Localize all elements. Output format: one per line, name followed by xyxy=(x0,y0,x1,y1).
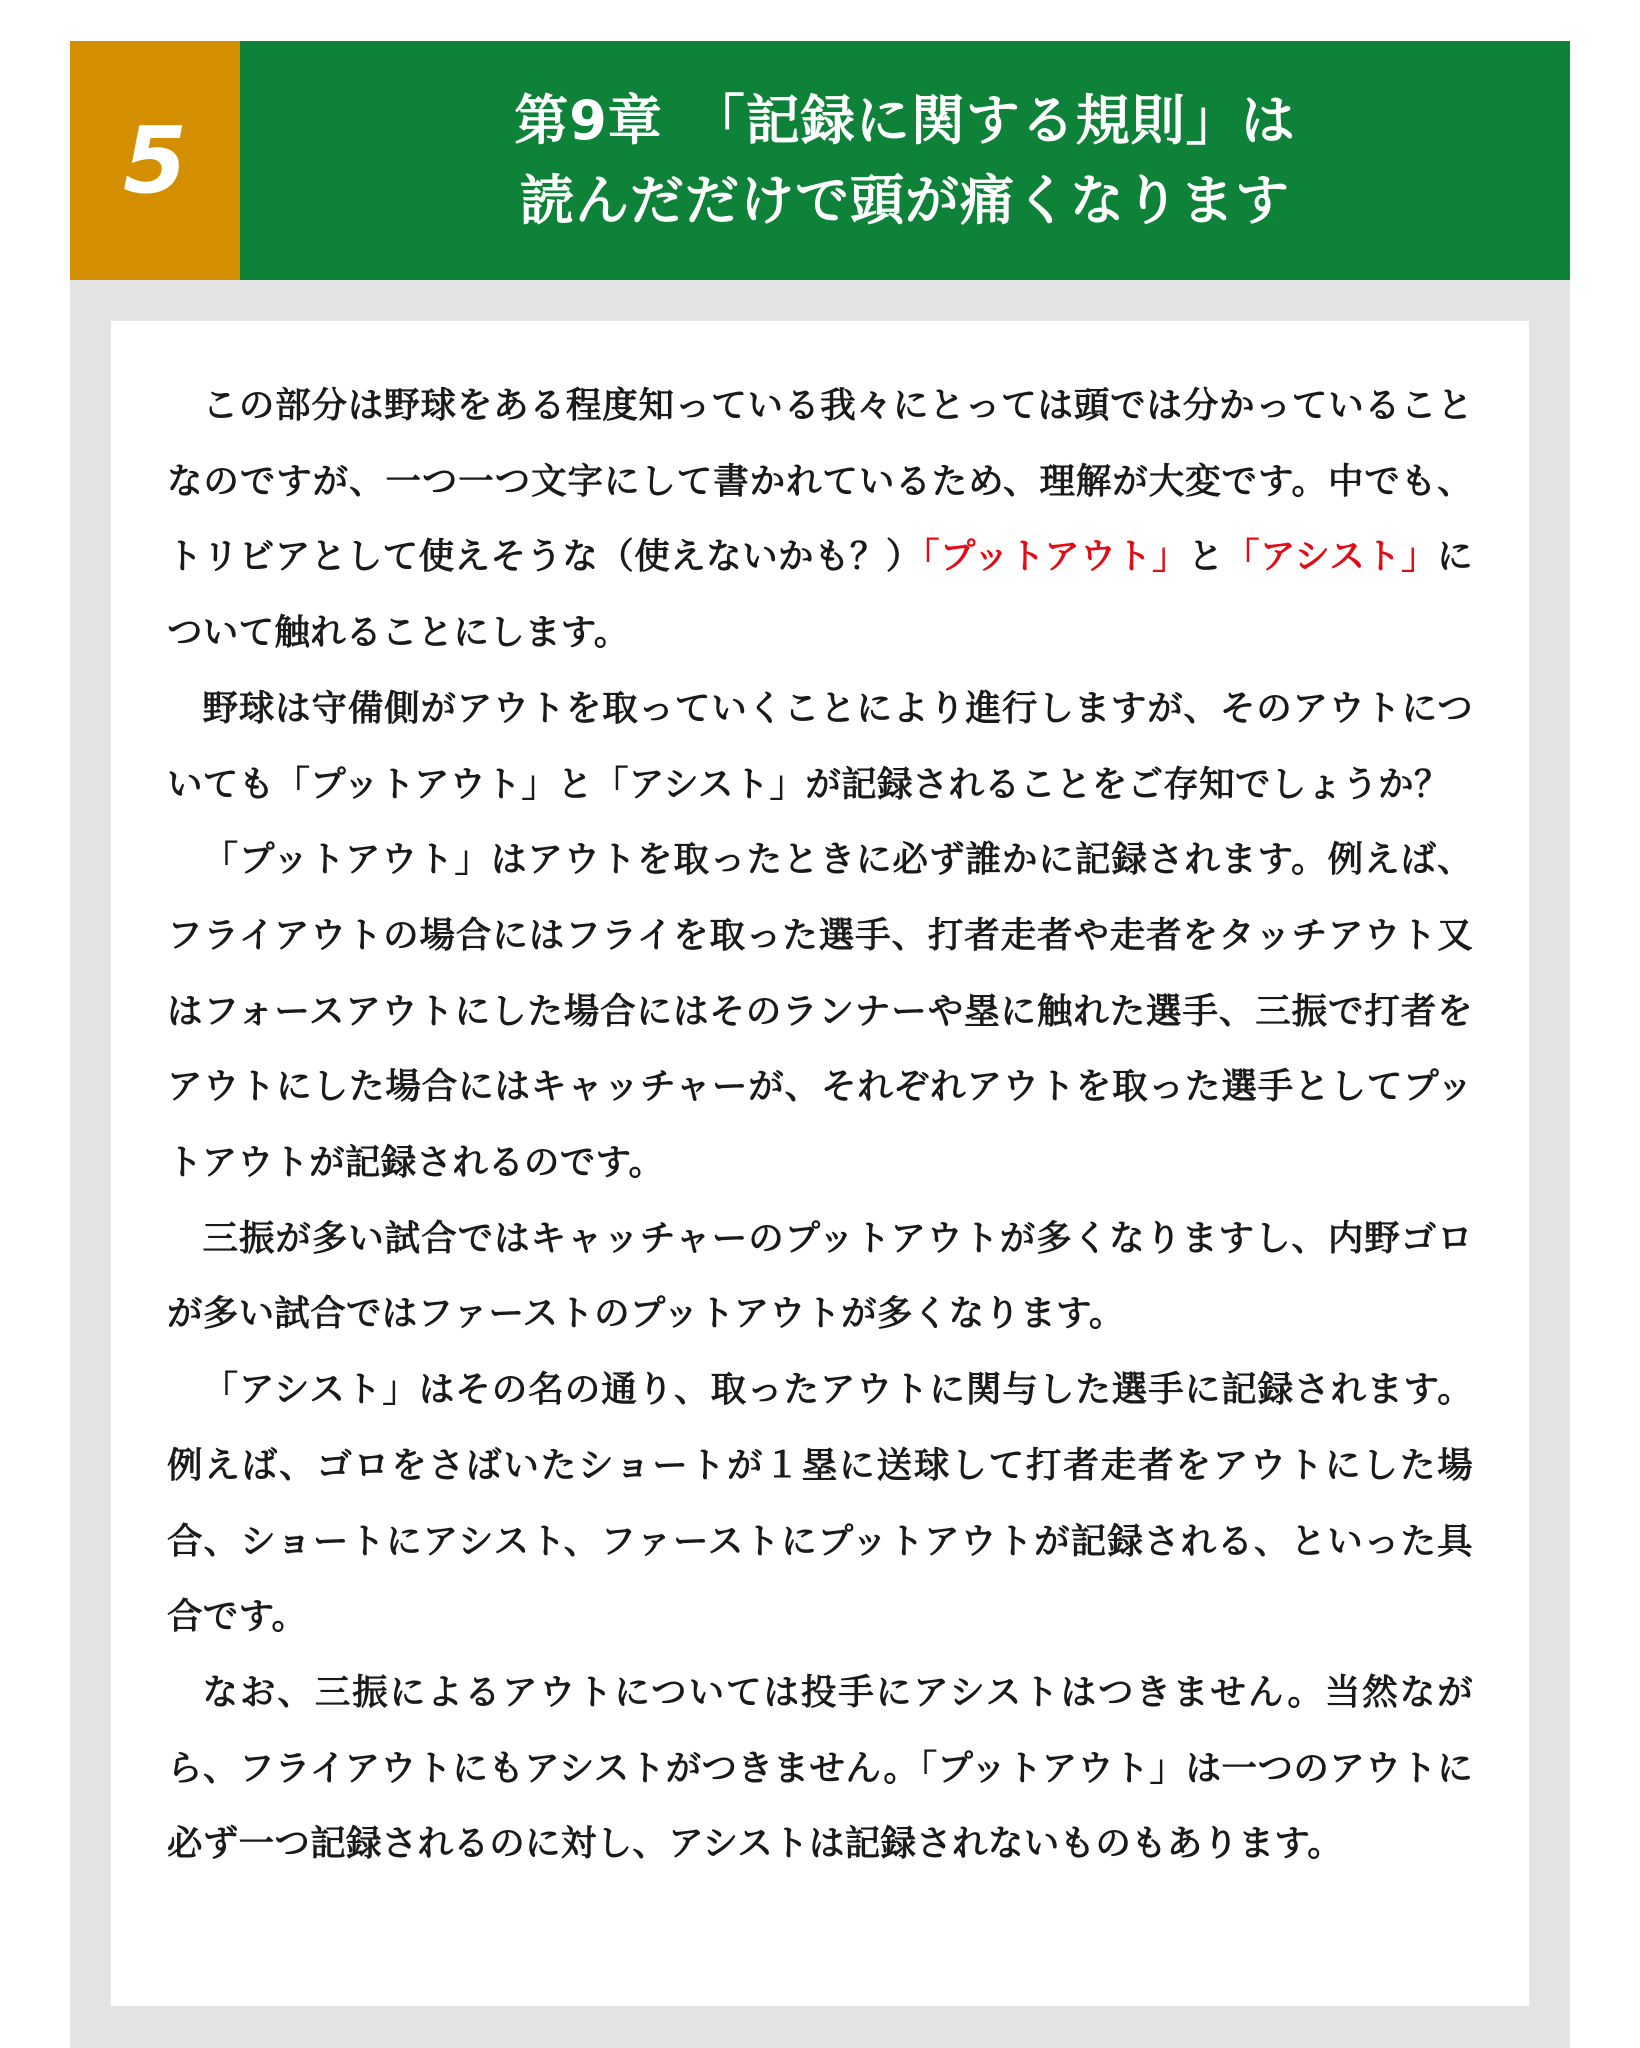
highlight-assist: 「アシスト」 xyxy=(1224,536,1438,578)
section-title-line-1: 第9章 「記録に関する規則」は xyxy=(514,88,1296,152)
paragraph-2: 野球は守備側がアウトを取っていくことにより進行しますが、そのアウトについても「プットアウト」と「アシスト」が記録されることをご存知でしょうか？ xyxy=(167,687,1473,805)
section-number: 5 xyxy=(122,106,187,214)
section-header xyxy=(70,41,1570,280)
section-title-line-2: 読んだだけで頭が痛くなります xyxy=(520,168,1290,232)
paragraph-4: 三振が多い試合ではキャッチャーのプットアウトが多くなりますし、内野ゴロが多い試合ではファーストのプットアウトが多くなります。 xyxy=(167,1217,1473,1335)
section-title-banner xyxy=(240,41,1570,280)
paragraph-intro xyxy=(167,368,1473,671)
section-number-badge xyxy=(70,41,240,280)
content-panel xyxy=(70,280,1570,2048)
paragraph-5: 「アシスト」はその名の通り、取ったアウトに関与した選手に記録されます。例えば、ゴロをさばいたショートが１塁に送球して打者走者をアウトにした場合、ショートにアシスト、ファーストにプットアウトが記録される、といった具合です。 xyxy=(167,1369,1473,1638)
paragraph-6: なお、三振によるアウトについては投手にアシストはつきません。当然ながら、フライアウトにもアシストがつきません。「プットアウト」は一つのアウトに必ず一つ記録されるのに対し、アシストは記録されないものもあります。 xyxy=(167,1671,1473,1865)
paragraph-intro-text: この部分は野球をある程度知っている我々にとっては頭では分かっていることなのですが、一つ一つ文字にして書かれているため、理解が大変です。中でも、トリビアとして使えそうな（使えないかも？） xyxy=(167,385,1473,578)
paragraph-3: 「プットアウト」はアウトを取ったときに必ず誰かに記録されます。例えば、フライアウトの場合にはフライを取った選手、打者走者や走者をタッチアウト又はフォースアウトにした場合にはそのランナーや塁に触れた選手、三振で打者をアウトにした場合にはキャッチャーが、それぞれアウトを取った選手としてプットアウトが記録されるのです。 xyxy=(167,839,1473,1184)
highlight-putout: 「プットアウト」 xyxy=(921,536,1189,578)
article-body xyxy=(167,368,1473,1882)
paragraph-intro-conjunction: と xyxy=(1188,536,1224,578)
paragraph-intro-ending: について触れることにします。 xyxy=(167,536,1473,654)
article-card xyxy=(111,321,1529,2006)
